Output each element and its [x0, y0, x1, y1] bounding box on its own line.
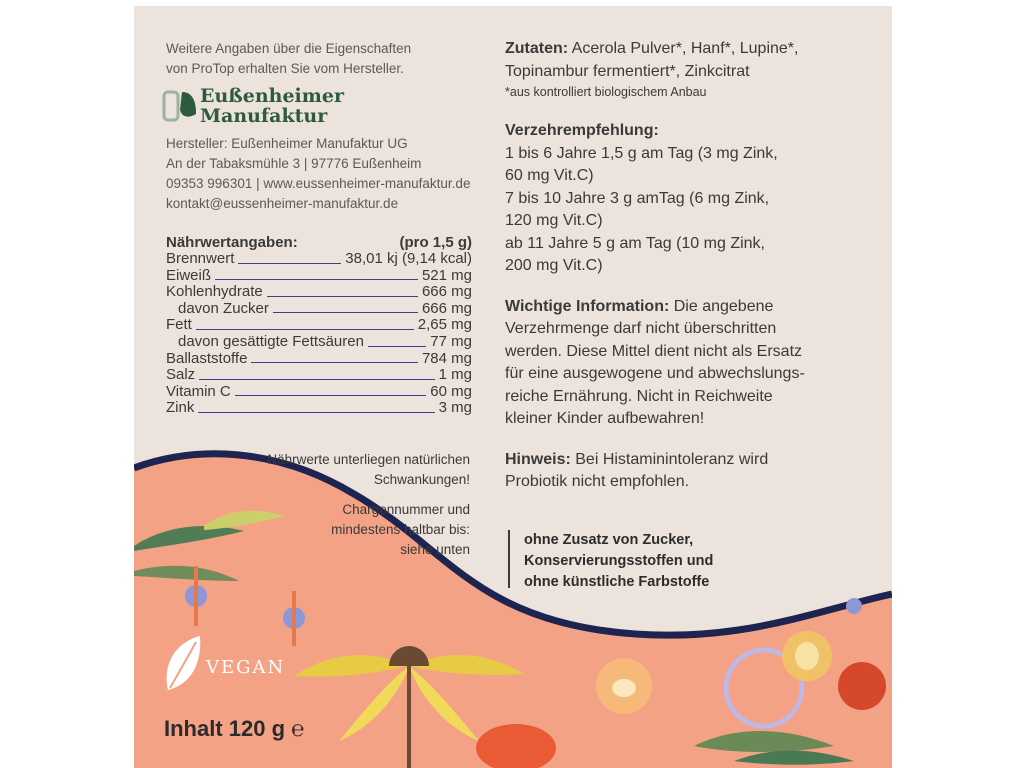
brand-name-1: Eußenheimer: [200, 85, 344, 107]
brand-logo: [200, 86, 344, 126]
batch-line-1: Chargennummer und: [342, 502, 470, 517]
nutrition-row: Salz 1 mg: [166, 366, 472, 384]
nutrition-row: Zink 3 mg: [166, 399, 472, 417]
free-from-line: ohne künstliche Farbstoffe: [524, 574, 710, 590]
vegan-label: VEGAN: [206, 657, 286, 678]
nutrition-row: Eiweiß 521 mg: [166, 266, 472, 284]
manufacturer-contact: 09353 996301 | www.eussenheimer-manufaktur.de: [166, 176, 471, 191]
nutrition-row: Vitamin C 60 mg: [166, 382, 472, 400]
info-label: Wichtige Information:: [505, 297, 670, 315]
free-from-box: [508, 530, 864, 588]
info-line: für eine ausgewogene und abwechslungs-: [505, 365, 805, 382]
net-content-label: Inhalt 120 g: [164, 716, 286, 741]
manufacturer-email: kontakt@eussenheimer-manufaktur.de: [166, 196, 399, 211]
nutrition-row: Ballaststoffe 784 mg: [166, 349, 472, 367]
ingredients-text-2: Topinambur fermentiert*, Zinkcitrat: [505, 62, 750, 80]
nutrition-row: davon Zucker 666 mg: [178, 299, 472, 317]
manufacturer-label: Hersteller:: [166, 136, 228, 151]
brand-leaf-icon: [164, 92, 196, 120]
ingredients-label: Zutaten:: [505, 40, 569, 57]
nutrition-row: Fett 2,65 mg: [166, 316, 472, 334]
dosage-line: 60 mg Vit.C): [505, 167, 594, 184]
intro-note: [166, 39, 466, 79]
dosage-line: 200 mg Vit.C): [505, 257, 603, 274]
manufacturer-name: Eußenheimer Manufaktur UG: [231, 136, 408, 151]
intro-line-1: Weitere Angaben über die Eigenschaften: [166, 41, 412, 56]
info-line: reiche Ernährung. Nicht in Reichweite: [505, 387, 773, 405]
nutrition-row: davon gesättigte Fettsäuren 77 mg: [178, 332, 472, 350]
ingredients-section: [505, 38, 855, 102]
info-line: kleiner Kinder aufbewahren!: [505, 410, 705, 427]
hint-label: Hinweis:: [505, 450, 571, 468]
manufacturer-info: [166, 134, 506, 214]
dosage-title: Verzehrempfehlung:: [505, 122, 659, 139]
free-from-line: Konservierungsstoffen und: [524, 553, 714, 569]
batch-line-3: siehe unten: [400, 542, 470, 557]
nutrition-table: [166, 234, 472, 417]
estimated-sign: ℮: [291, 717, 305, 742]
manufacturer-address: An der Tabaksmühle 3 | 97776 Eußenheim: [166, 156, 422, 171]
dosage-line: 120 mg Vit.C): [505, 212, 603, 229]
info-line: Die angebene: [673, 297, 774, 315]
dosage-line: 7 bis 10 Jahre 3 g amTag (6 mg Zink,: [505, 189, 770, 207]
dosage-line: 1 bis 6 Jahre 1,5 g am Tag (3 mg Zink,: [505, 144, 778, 162]
batch-note: [284, 500, 470, 560]
important-info-section: [505, 296, 855, 431]
ingredients-footnote: *aus kontrolliert biologischem Anbau: [505, 85, 707, 99]
hint-line: Bei Histaminintoleranz wird: [575, 450, 769, 468]
net-content: [164, 716, 304, 742]
product-label: [134, 6, 892, 768]
nutrition-row: Brennwert 38,01 kj (9,14 kcal): [166, 250, 472, 267]
fluctuation-note: [234, 450, 470, 490]
batch-line-2: mindestens haltbar bis:: [331, 522, 470, 537]
hint-line: Probiotik nicht empfohlen.: [505, 473, 690, 490]
hint-section: [505, 449, 855, 494]
nutrition-per: (pro 1,5 g): [399, 234, 472, 251]
fluctuation-line-2: Schwankungen!: [373, 472, 470, 487]
fluctuation-line-1: Nährwerte unterliegen natürlichen: [267, 452, 470, 467]
info-line: Verzehrmenge darf nicht überschritten: [505, 320, 777, 337]
free-from-line: ohne Zusatz von Zucker,: [524, 532, 694, 548]
brand-name-2: Manufaktur: [200, 105, 328, 127]
ingredients-text-1: Acerola Pulver*, Hanf*, Lupine*,: [571, 40, 799, 57]
nutrition-row: Kohlenhydrate 666 mg: [166, 283, 472, 301]
dosage-line: ab 11 Jahre 5 g am Tag (10 mg Zink,: [505, 234, 765, 252]
product-info-column: [505, 38, 855, 512]
dosage-section: [505, 120, 855, 278]
nutrition-title: Nährwertangaben:: [166, 234, 298, 251]
intro-line-2: von ProTop erhalten Sie vom Hersteller.: [166, 61, 404, 76]
info-line: werden. Diese Mittel dient nicht als Ersatz: [505, 342, 803, 360]
